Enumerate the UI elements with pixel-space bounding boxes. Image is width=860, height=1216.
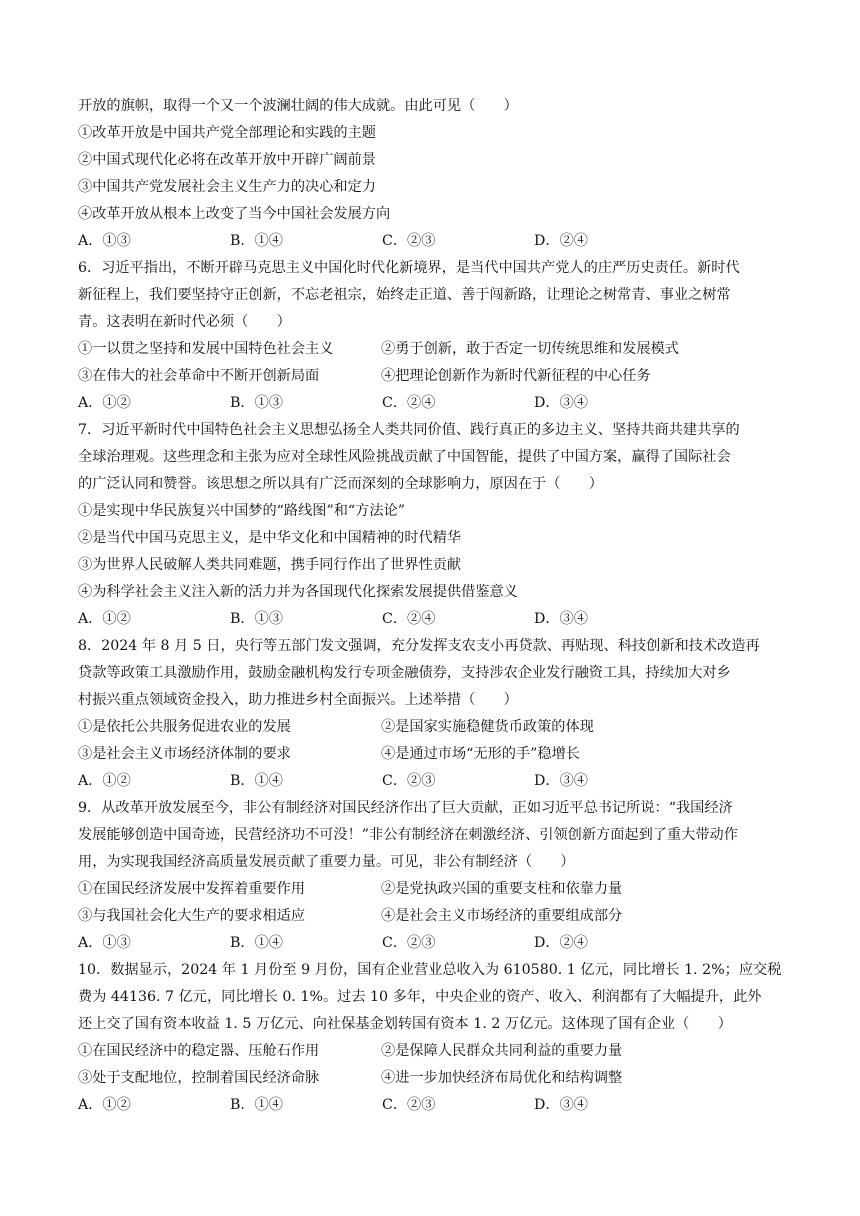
answer-choice-d: D．②④ <box>534 233 588 249</box>
statement-option: ①是实现中华民族复兴中国梦的“路线图”和“方法论” <box>78 503 405 519</box>
statement-option-row <box>78 741 790 768</box>
answer-choice-b: B．①④ <box>230 935 283 951</box>
answer-choice-c: C．②③ <box>382 773 436 789</box>
statement-option: ③是社会主义市场经济体制的要求 <box>78 746 291 762</box>
answer-choice-d: D．③④ <box>534 611 588 627</box>
question-stem-line: 全球治理观。这些理念和主张为应对全球性风险挑战贡献了中国智能，提供了中国方案，赢得了国际社会 <box>78 449 731 465</box>
statement-option-row <box>78 336 790 363</box>
answer-choice-b: B．①④ <box>230 773 283 789</box>
answer-choice-b: B．①③ <box>230 611 283 627</box>
statement-option: ②是国家实施稳健货币政策的体现 <box>381 719 594 735</box>
question-q8 <box>78 633 790 795</box>
answer-choice-c: C．②③ <box>382 1097 436 1113</box>
statement-option: ③处于支配地位，控制着国民经济命脉 <box>78 1070 320 1086</box>
answer-choice-a: A．①② <box>78 611 131 627</box>
answer-choice-a: A．①② <box>78 773 131 789</box>
answer-choices <box>78 1092 790 1119</box>
statement-option: ④把理论创新作为新时代新征程的中心任务 <box>381 368 651 384</box>
question-stem-line: 村振兴重点领域资金投入，助力推进乡村全面振兴。上述举措（ ） <box>78 692 518 708</box>
answer-choice-c: C．②④ <box>382 611 436 627</box>
answer-choice-c: C．②③ <box>382 233 436 249</box>
question-stem-line: 7．习近平新时代中国特色社会主义思想弘扬全人类共同价值、践行真正的多边主义、坚持共商共建共享的 <box>78 422 740 438</box>
statement-option: ④为科学社会主义注入新的活力并为各国现代化探索发展提供借鉴意义 <box>78 584 518 600</box>
answer-choice-c: C．②③ <box>382 935 436 951</box>
question-q9 <box>78 795 790 957</box>
statement-option: ②是当代中国马克思主义，是中华文化和中国精神的时代精华 <box>78 530 462 546</box>
question-q5-cont <box>78 93 790 255</box>
statement-option: ④进一步加快经济布局优化和结构调整 <box>381 1070 623 1086</box>
question-stem-line: 10．数据显示，2024 年 1 月份至 9 月份，国有企业营业总收入为 610580. 1 亿元，同比增长 1. 2%；应交税 <box>78 962 782 978</box>
answer-choice-b: B．①④ <box>230 233 283 249</box>
question-stem-line: 的广泛认同和赞誉。该思想之所以具有广泛而深刻的全球影响力，原因在于（ ） <box>78 476 603 492</box>
statement-option: ①是依托公共服务促进农业的发展 <box>78 719 291 735</box>
answer-choice-b: B．①③ <box>230 395 283 411</box>
answer-choice-d: D．②④ <box>534 935 588 951</box>
exam-page <box>78 93 790 1119</box>
statement-option: ④改革开放从根本上改变了当今中国社会发展方向 <box>78 206 391 222</box>
answer-choice-a: A．①② <box>78 395 131 411</box>
statement-option: ②是党执政兴国的重要支柱和依靠力量 <box>381 881 623 897</box>
question-stem-line: 贷款等政策工具激励作用，鼓励金融机构发行专项金融债券，支持涉农企业发行融资工具，持续加大对乡 <box>78 665 731 681</box>
question-stem-line: 用，为实现我国经济高质量发展贡献了重要力量。可见，非公有制经济（ ） <box>78 854 575 870</box>
question-stem-line: 新征程上，我们要坚持守正创新，不忘老祖宗，始终走正道、善于闯新路，让理论之树常青、事业之树常 <box>78 287 731 303</box>
statement-option-row <box>78 1065 790 1092</box>
question-stem-line: 9．从改革开放发展至今，非公有制经济对国民经济作出了巨大贡献，正如习近平总书记所说：“我国经济 <box>78 800 733 816</box>
statement-option: ②是保障人民群众共同利益的重要力量 <box>381 1043 623 1059</box>
statement-option: ②中国式现代化必将在改革开放中开辟广阔前景 <box>78 152 376 168</box>
statement-option: ③在伟大的社会革命中不断开创新局面 <box>78 368 320 384</box>
question-q7 <box>78 417 790 633</box>
question-stem-line: 6．习近平指出，不断开辟马克思主义中国化时代化新境界，是当代中国共产党人的庄严历史责任。新时代 <box>78 260 740 276</box>
answer-choices <box>78 768 790 795</box>
question-q10 <box>78 957 790 1119</box>
statement-option: ④是通过市场“无形的手”稳增长 <box>381 746 580 762</box>
question-q6 <box>78 255 790 417</box>
statement-option-row <box>78 903 790 930</box>
answer-choices <box>78 930 790 957</box>
answer-choice-d: D．③④ <box>534 1097 588 1113</box>
statement-option: ①在国民经济中的稳定器、压舱石作用 <box>78 1043 320 1059</box>
statement-option-row <box>78 1038 790 1065</box>
answer-choices <box>78 228 790 255</box>
statement-option: ④是社会主义市场经济的重要组成部分 <box>381 908 623 924</box>
statement-option-row <box>78 714 790 741</box>
statement-option: ③中国共产党发展社会主义生产力的决心和定力 <box>78 179 376 195</box>
answer-choice-d: D．③④ <box>534 395 588 411</box>
question-stem-line: 还上交了国有资本收益 1. 5 万亿元、向社保基金划转国有资本 1. 2 万亿元。这体现了国有企业（ ） <box>78 1016 732 1032</box>
statement-option: ①改革开放是中国共产党全部理论和实践的主题 <box>78 125 376 141</box>
answer-choice-d: D．③④ <box>534 773 588 789</box>
question-stem-line: 8．2024 年 8 月 5 日，央行等五部门发文强调，充分发挥支农支小再贷款、再贴现、科技创新和技术改造再 <box>78 638 760 654</box>
statement-option: ③与我国社会化大生产的要求相适应 <box>78 908 306 924</box>
answer-choices <box>78 390 790 417</box>
question-stem-line: 发展能够创造中国奇迹，民营经济功不可没！”非公有制经济在刺激经济、引领创新方面起到了重大带动作 <box>78 827 738 843</box>
question-stem-line: 开放的旗帜，取得一个又一个波澜壮阔的伟大成就。由此可见（ ） <box>78 98 518 114</box>
statement-option: ②勇于创新，敢于否定一切传统思维和发展模式 <box>381 341 679 357</box>
question-stem-line: 青。这表明在新时代必须（ ） <box>78 314 291 330</box>
statement-option-row <box>78 876 790 903</box>
answer-choice-a: A．①② <box>78 1097 131 1113</box>
answer-choice-c: C．②④ <box>382 395 436 411</box>
answer-choice-a: A．①③ <box>78 233 131 249</box>
answer-choices <box>78 606 790 633</box>
question-stem-line: 费为 44136. 7 亿元，同比增长 0. 1%。过去 10 多年，中央企业的资产、收入、利润都有了大幅提升，此外 <box>78 989 762 1005</box>
statement-option: ①在国民经济发展中发挥着重要作用 <box>78 881 306 897</box>
statement-option: ③为世界人民破解人类共同难题，携手同行作出了世界性贡献 <box>78 557 462 573</box>
answer-choice-a: A．①③ <box>78 935 131 951</box>
answer-choice-b: B．①④ <box>230 1097 283 1113</box>
statement-option: ①一以贯之坚持和发展中国特色社会主义 <box>78 341 334 357</box>
statement-option-row <box>78 363 790 390</box>
